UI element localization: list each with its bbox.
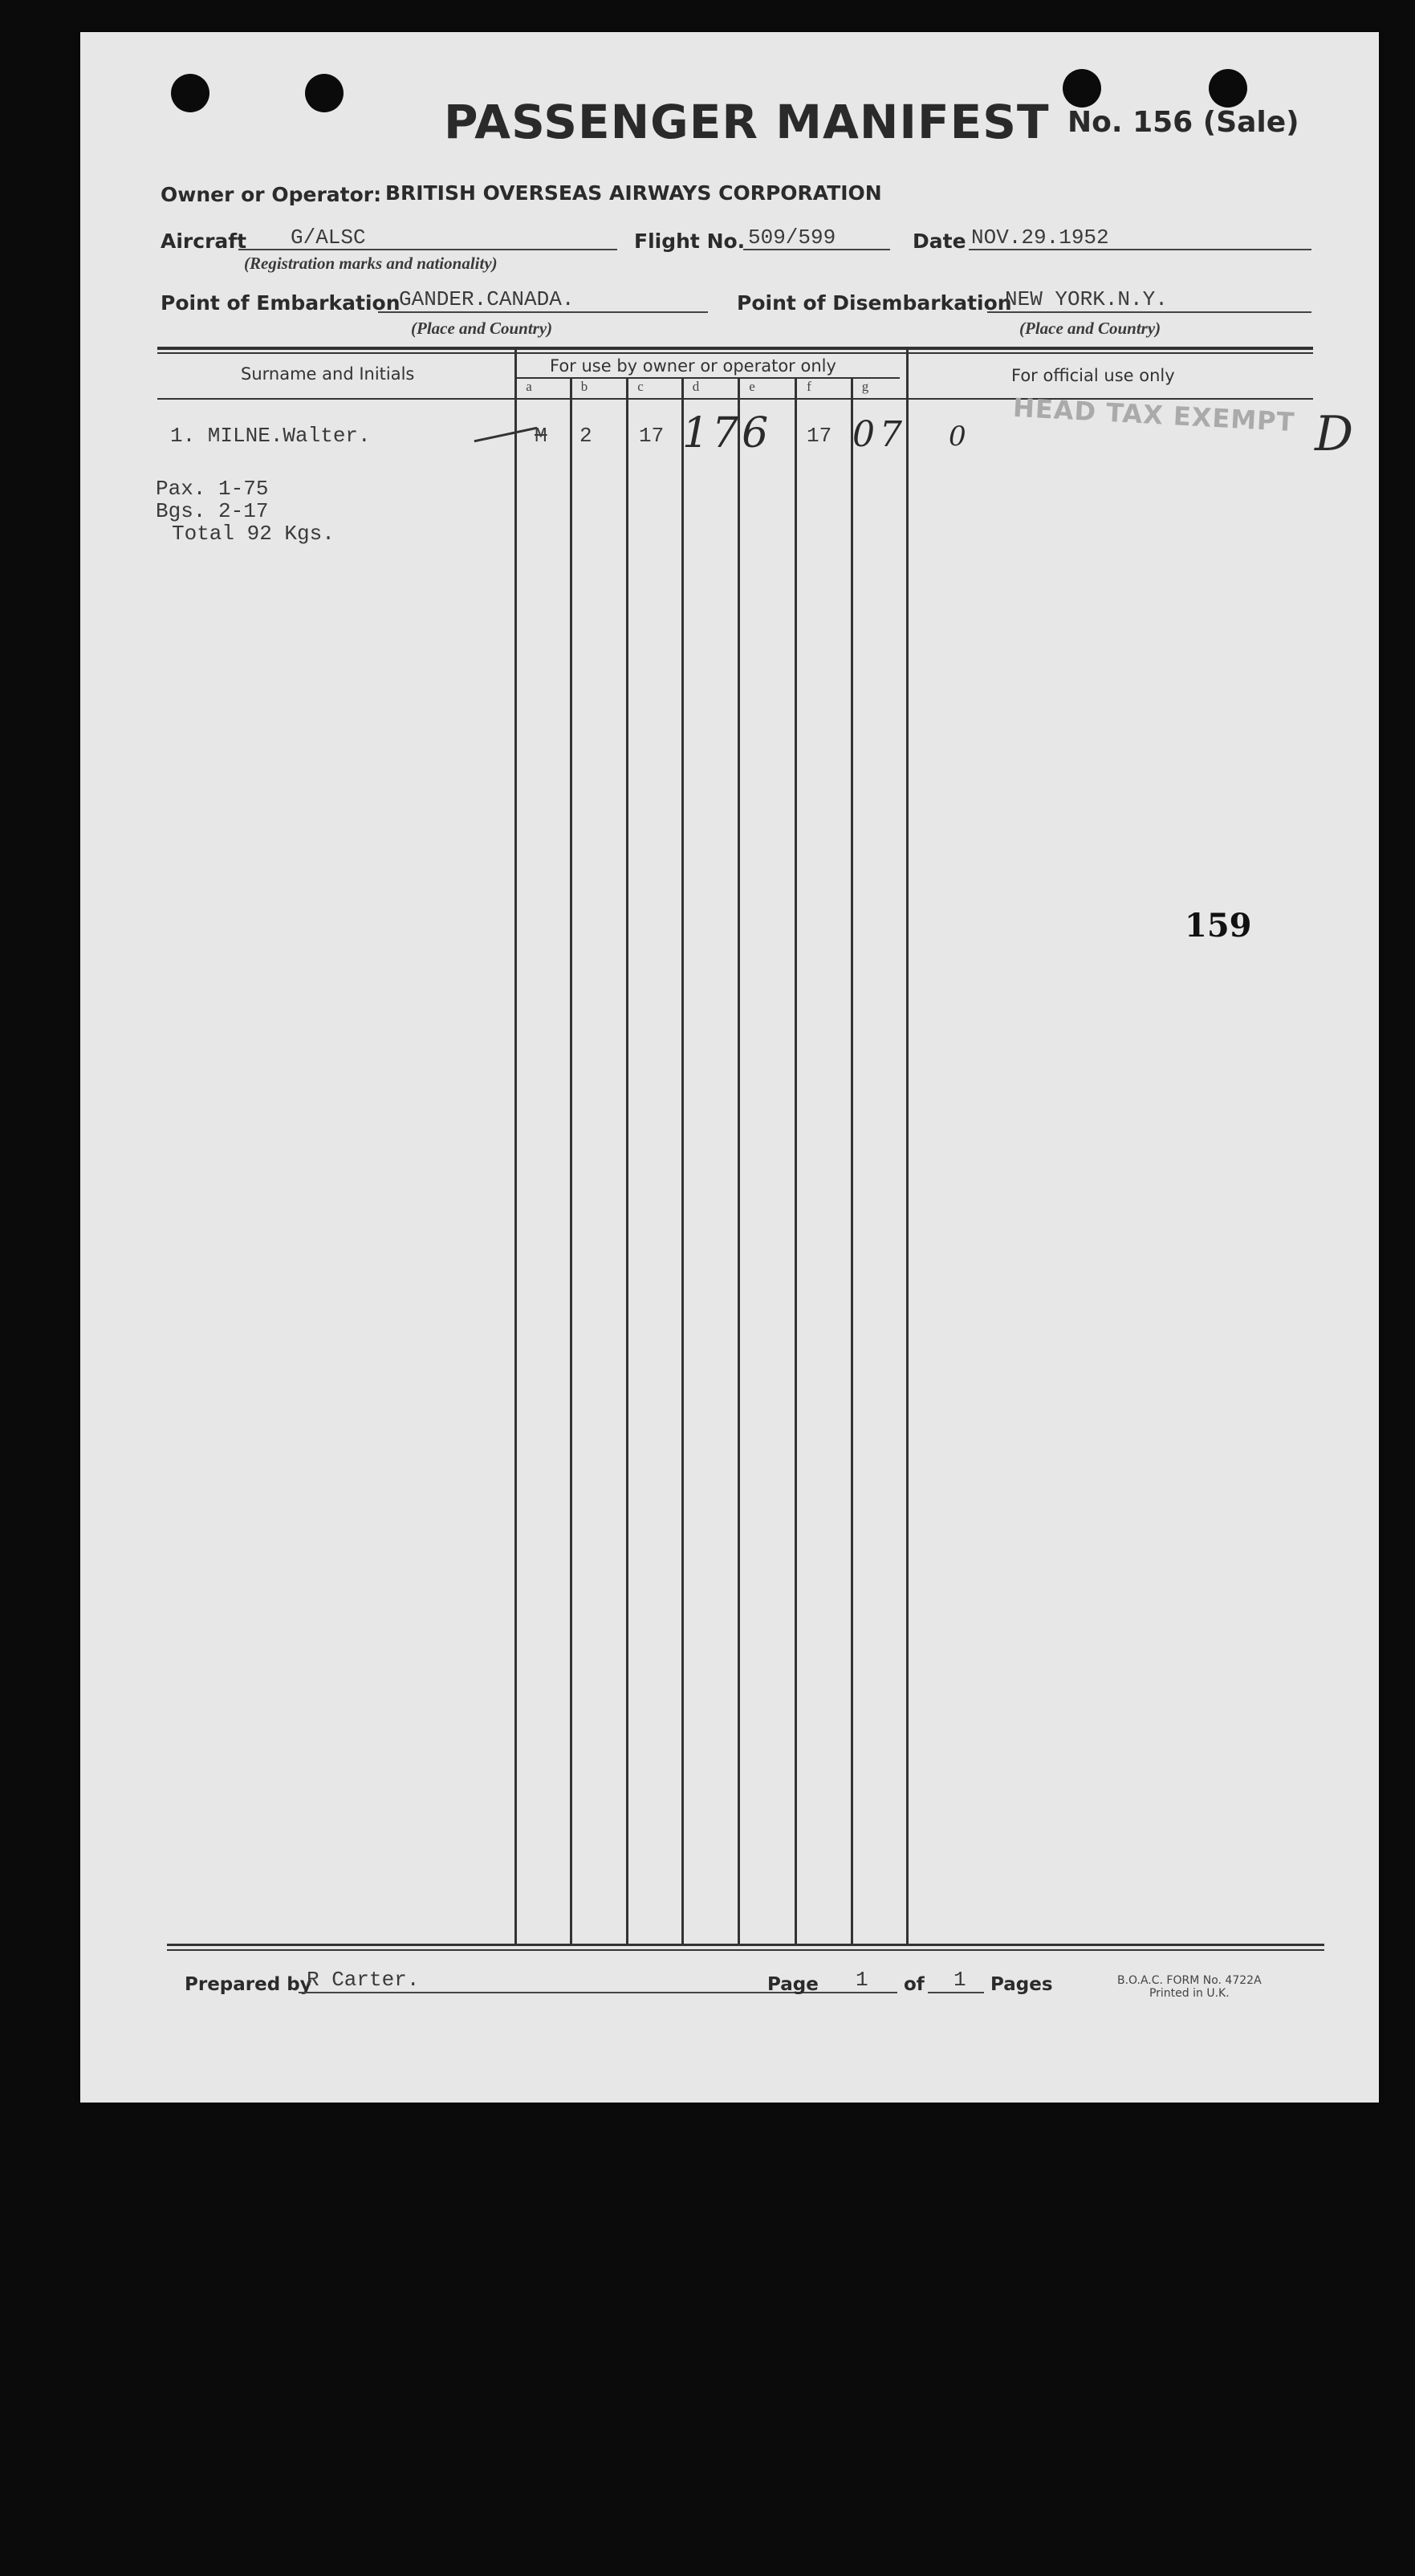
disembarkation-hint: (Place and Country): [1019, 319, 1161, 338]
prepared-by-value: R Carter.: [307, 1968, 420, 1992]
column-rule-6: [795, 379, 797, 1944]
subcol-e: e: [749, 379, 755, 394]
owner-label: Owner or Operator:: [161, 183, 382, 206]
aircraft-value: G/ALSC: [291, 226, 366, 250]
punch-hole-1: [171, 74, 209, 112]
punch-hole-4: [1209, 69, 1247, 108]
form-number: [1117, 1974, 1262, 2000]
of-label: of: [904, 1974, 925, 1995]
form-number-line2: Printed in U.K.: [1149, 1987, 1230, 2000]
embarkation-value: GANDER.CANADA.: [399, 287, 575, 311]
cell-d-handwritten: 176: [682, 409, 772, 457]
pages-label: Pages: [990, 1974, 1053, 1995]
baggage-note: Bgs. 2-17: [156, 499, 269, 523]
flight-label: Flight No.: [634, 230, 746, 253]
column-rule-1: [514, 347, 517, 1944]
embarkation-hint: (Place and Country): [411, 319, 553, 338]
column-rule-4: [681, 379, 684, 1944]
page-value: 1: [856, 1968, 868, 1992]
aircraft-hint: (Registration marks and nationality): [244, 254, 498, 273]
subcol-b: b: [580, 379, 588, 394]
subcol-a: a: [526, 379, 532, 394]
cell-b: 2: [579, 424, 592, 448]
surname-header: Surname and Initials: [241, 364, 415, 384]
subcol-c: c: [637, 379, 644, 394]
subcol-g: g: [861, 379, 869, 394]
form-number-line1: B.O.A.C. FORM No. 4722A: [1117, 1974, 1262, 1987]
embarkation-label: Point of Embarkation: [161, 291, 401, 315]
table-bottom-rule: [167, 1944, 1324, 1946]
document-title: PASSENGER MANIFEST: [444, 95, 1050, 149]
subcol-f: f: [807, 379, 811, 394]
disembarkation-line: [987, 311, 1311, 313]
column-rule-3: [626, 379, 628, 1944]
prepared-by-label: Prepared by: [185, 1974, 312, 1995]
manifest-number: No. 156 (Sale): [1067, 106, 1299, 139]
passenger-entry: 1. MILNE.Walter.: [170, 424, 371, 448]
owner-use-header: For use by owner or operator only: [550, 356, 836, 376]
head-tax-exempt-stamp: HEAD TAX EXEMPT: [1012, 392, 1296, 438]
extra-mark-handwritten: 0: [949, 421, 966, 453]
column-rule-5: [738, 379, 740, 1944]
cell-g-handwritten: 07: [852, 414, 907, 455]
subcol-d: d: [692, 379, 700, 394]
column-rule-2: [570, 379, 572, 1944]
owner-value: BRITISH OVERSEAS AIRWAYS CORPORATION: [385, 181, 882, 205]
column-rule-7: [851, 379, 853, 1944]
entry-strike-mark: [474, 427, 538, 443]
cell-f: 17: [807, 424, 832, 448]
of-line: [928, 1992, 984, 1993]
flight-value: 509/599: [748, 226, 836, 250]
disembarkation-value: NEW YORK.N.Y.: [1005, 287, 1168, 311]
official-use-header: For official use only: [1011, 366, 1175, 385]
disembarkation-label: Point of Disembarkation: [737, 291, 1012, 315]
margin-mark-handwritten: D: [1315, 406, 1354, 462]
cell-c: 17: [639, 424, 665, 448]
cell-a: M: [535, 424, 547, 448]
prepared-by-line: [299, 1992, 832, 1993]
punch-hole-2: [305, 74, 344, 112]
manifest-sheet: [80, 32, 1379, 2103]
date-label: Date: [913, 230, 966, 253]
of-value: 1: [953, 1968, 966, 1992]
table-top-rule-thin: [157, 352, 1313, 354]
aircraft-label: Aircraft: [161, 230, 247, 253]
date-value: NOV.29.1952: [971, 226, 1109, 250]
pax-note: Pax. 1-75: [156, 477, 269, 501]
column-rule-8: [906, 347, 909, 1944]
table-bottom-rule-thin: [167, 1949, 1324, 1951]
page-stamp-number: 159: [1185, 907, 1252, 945]
page-label: Page: [767, 1974, 819, 1995]
total-weight-note: Total 92 Kgs.: [172, 522, 335, 546]
table-top-rule: [157, 347, 1313, 350]
punch-hole-3: [1063, 69, 1101, 108]
page-line: [815, 1992, 897, 1993]
embarkation-line: [378, 311, 708, 313]
